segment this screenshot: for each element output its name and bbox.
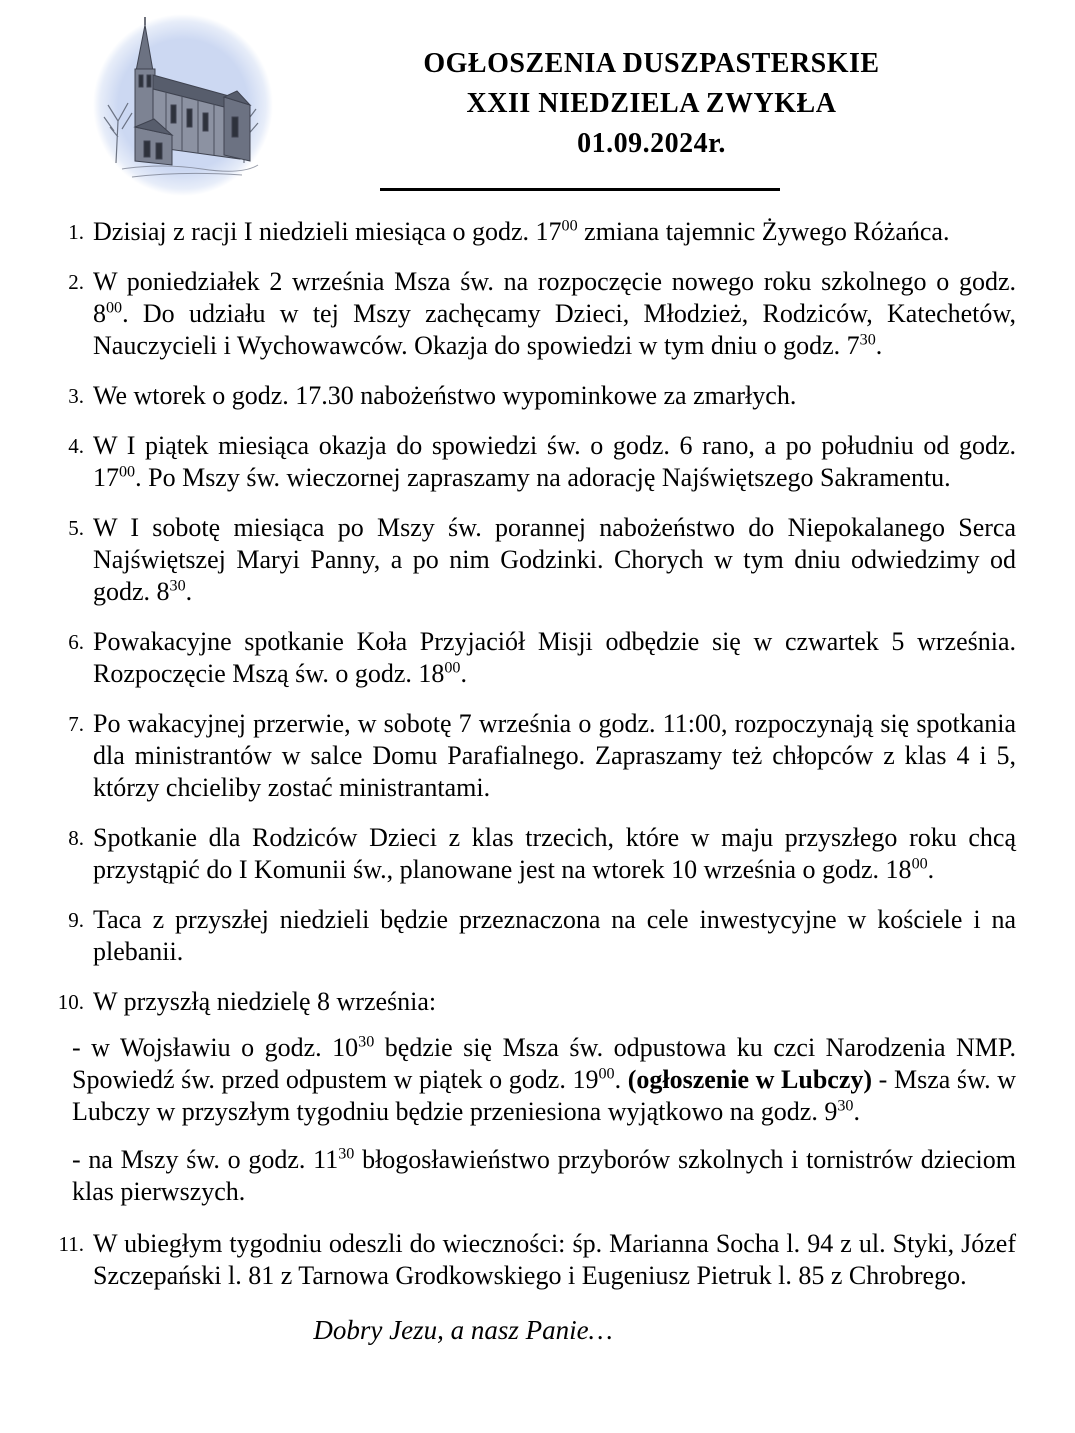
text-segment: . Do udziału w tej Mszy zachęcamy Dzieci, Młodzież, Rodziców, Katechetów, Nauczycieli i Wychowawców. Okazja do spowiedzi w tym dniu o godz. 7 <box>93 299 1016 360</box>
text-segment: W I sobotę miesiąca po Mszy św. porannej nabożeństwo do Niepokalanego Serca Najświętszej Maryi Panny, a po nim Godzinki. Chorych w tym dniu odwiedzimy od godz. 8 <box>93 513 1016 606</box>
text-segment: . <box>875 331 883 360</box>
time-superscript: 00 <box>106 299 123 317</box>
text-segment: W ubiegłym tygodniu odeszli do wieczności: śp. Marianna Socha l. 94 z ul. Styki, Józef Szczepański l. 81 z Tarnowa Grodkowskiego i Eugeniusz Pietruk l. 85 z Chrobrego. <box>93 1229 1016 1290</box>
time-superscript: 30 <box>358 1033 375 1051</box>
text-segment: . <box>927 855 935 884</box>
time-superscript: 00 <box>444 659 461 677</box>
item-number: 4. <box>68 434 84 458</box>
time-superscript: 30 <box>169 577 186 595</box>
announcement-list <box>0 216 1016 1346</box>
announcement-sub-item <box>72 1144 1016 1208</box>
text-segment: W poniedziałek 2 września Msza św. na rozpoczęcie nowego roku szkolnego o godz. 8 <box>93 267 1016 328</box>
text-segment: - na Mszy św. o godz. 11 <box>72 1145 339 1174</box>
text-segment: Spotkanie dla Rodziców Dzieci z klas trzecich, które w maju przyszłego roku chcą przystąpić do I Komunii św., planowane jest na wtorek 10 września o godz. 18 <box>93 823 1016 884</box>
item-number: 2. <box>68 270 84 294</box>
item-number: 7. <box>68 712 84 736</box>
item-number: 9. <box>68 908 84 932</box>
text-segment: Po wakacyjnej przerwie, w sobotę 7 września o godz. 11:00, rozpoczynają się spotkania dla ministrantów w salce Domu Parafialnego. Zapraszamy też chłopców z klas 4 i 5, którzy chcieliby zostać ministrantami. <box>93 709 1016 802</box>
time-superscript: 00 <box>561 217 578 235</box>
time-superscript: 30 <box>837 1097 854 1115</box>
text-segment: . <box>853 1097 860 1126</box>
text-segment: W przyszłą niedzielę 8 września: <box>93 987 437 1016</box>
time-superscript: 00 <box>119 463 136 481</box>
announcement-item <box>0 430 1016 494</box>
item-number: 10. <box>57 990 84 1014</box>
text-segment: błogosławieństwo przyborów szkolnych i tornistrów dzieciom klas pierwszych. <box>72 1145 1016 1206</box>
text-segment: . <box>185 577 193 606</box>
announcement-item <box>0 708 1016 804</box>
text-segment: (ogłoszenie w Lubczy) <box>627 1065 873 1094</box>
time-superscript: 30 <box>859 331 876 349</box>
announcement-item <box>0 822 1016 886</box>
page-subtitle: XXII NIEDZIELA ZWYKŁA <box>466 88 837 119</box>
text-segment: . Po Mszy św. wieczornej zapraszamy na adorację Najświętszego Sakramentu. <box>135 463 951 492</box>
announcement-item <box>0 512 1016 608</box>
text-segment: - Msza św. w Lubczy w przyszłym tygodniu będzie przeniesiona wyjątkowo na godz. 9 <box>72 1065 1017 1126</box>
page-title: OGŁOSZENIA DUSZPASTERSKIE <box>423 48 880 79</box>
text-segment: - w Wojsławiu o godz. 10 <box>72 1033 359 1062</box>
item-number: 5. <box>68 516 84 540</box>
text-segment: zmiana tajemnic Żywego Różańca. <box>577 217 950 246</box>
item-text <box>93 986 1016 1018</box>
item-text <box>93 512 1016 608</box>
page-date: 01.09.2024r. <box>577 128 726 159</box>
announcement-item <box>0 626 1016 690</box>
text-segment: Dzisiaj z racji I niedzieli miesiąca o godz. 17 <box>93 217 562 246</box>
item-text <box>93 1228 1016 1292</box>
item-number: 8. <box>68 826 84 850</box>
text-segment: będzie się Msza św. odpustowa ku czci Narodzenia NMP. Spowiedź św. przed odpustem w piątek o godz. 19 <box>72 1033 1016 1094</box>
item-number: 3. <box>68 384 84 408</box>
closing-line: Dobry Jezu, a nasz Panie… <box>313 1315 613 1345</box>
text-segment: We wtorek o godz. 17.30 nabożeństwo wypominkowe za zmarłych. <box>93 381 797 410</box>
announcement-item <box>0 1228 1016 1292</box>
item-text <box>93 266 1016 362</box>
time-superscript: 00 <box>598 1065 615 1083</box>
announcement-item <box>0 216 1016 248</box>
item-text <box>72 1032 1016 1128</box>
item-text <box>93 216 1016 248</box>
header-titles <box>238 44 1065 164</box>
item-text <box>93 708 1016 804</box>
announcement-item <box>0 266 1016 362</box>
item-number: 6. <box>68 630 84 654</box>
item-text <box>93 380 1016 412</box>
text-segment: . <box>614 1065 628 1094</box>
time-superscript: 00 <box>911 855 928 873</box>
item-text <box>72 1144 1016 1208</box>
announcement-item <box>0 986 1016 1018</box>
item-number: 11. <box>58 1232 84 1256</box>
divider-line <box>380 188 780 191</box>
text-segment: . <box>460 659 467 688</box>
announcement-item <box>0 380 1016 412</box>
announcement-sub-item <box>72 1032 1016 1128</box>
text-segment: Taca z przyszłej niedzieli będzie przeznaczona na cele inwestycyjne w kościele i na plebanii. <box>93 905 1016 966</box>
item-text <box>93 822 1016 886</box>
time-superscript: 30 <box>338 1145 355 1163</box>
text-segment: Powakacyjne spotkanie Koła Przyjaciół Misji odbędzie się w czwartek 5 września. Rozpoczęcie Mszą św. o godz. 18 <box>93 627 1016 688</box>
item-text <box>93 904 1016 968</box>
item-text <box>93 430 1016 494</box>
announcement-item <box>0 904 1016 968</box>
item-text <box>93 626 1016 690</box>
item-number: 1. <box>68 220 84 244</box>
text-segment: W I piątek miesiąca okazja do spowiedzi św. o godz. 6 rano, a po południu od godz. 17 <box>93 431 1016 492</box>
